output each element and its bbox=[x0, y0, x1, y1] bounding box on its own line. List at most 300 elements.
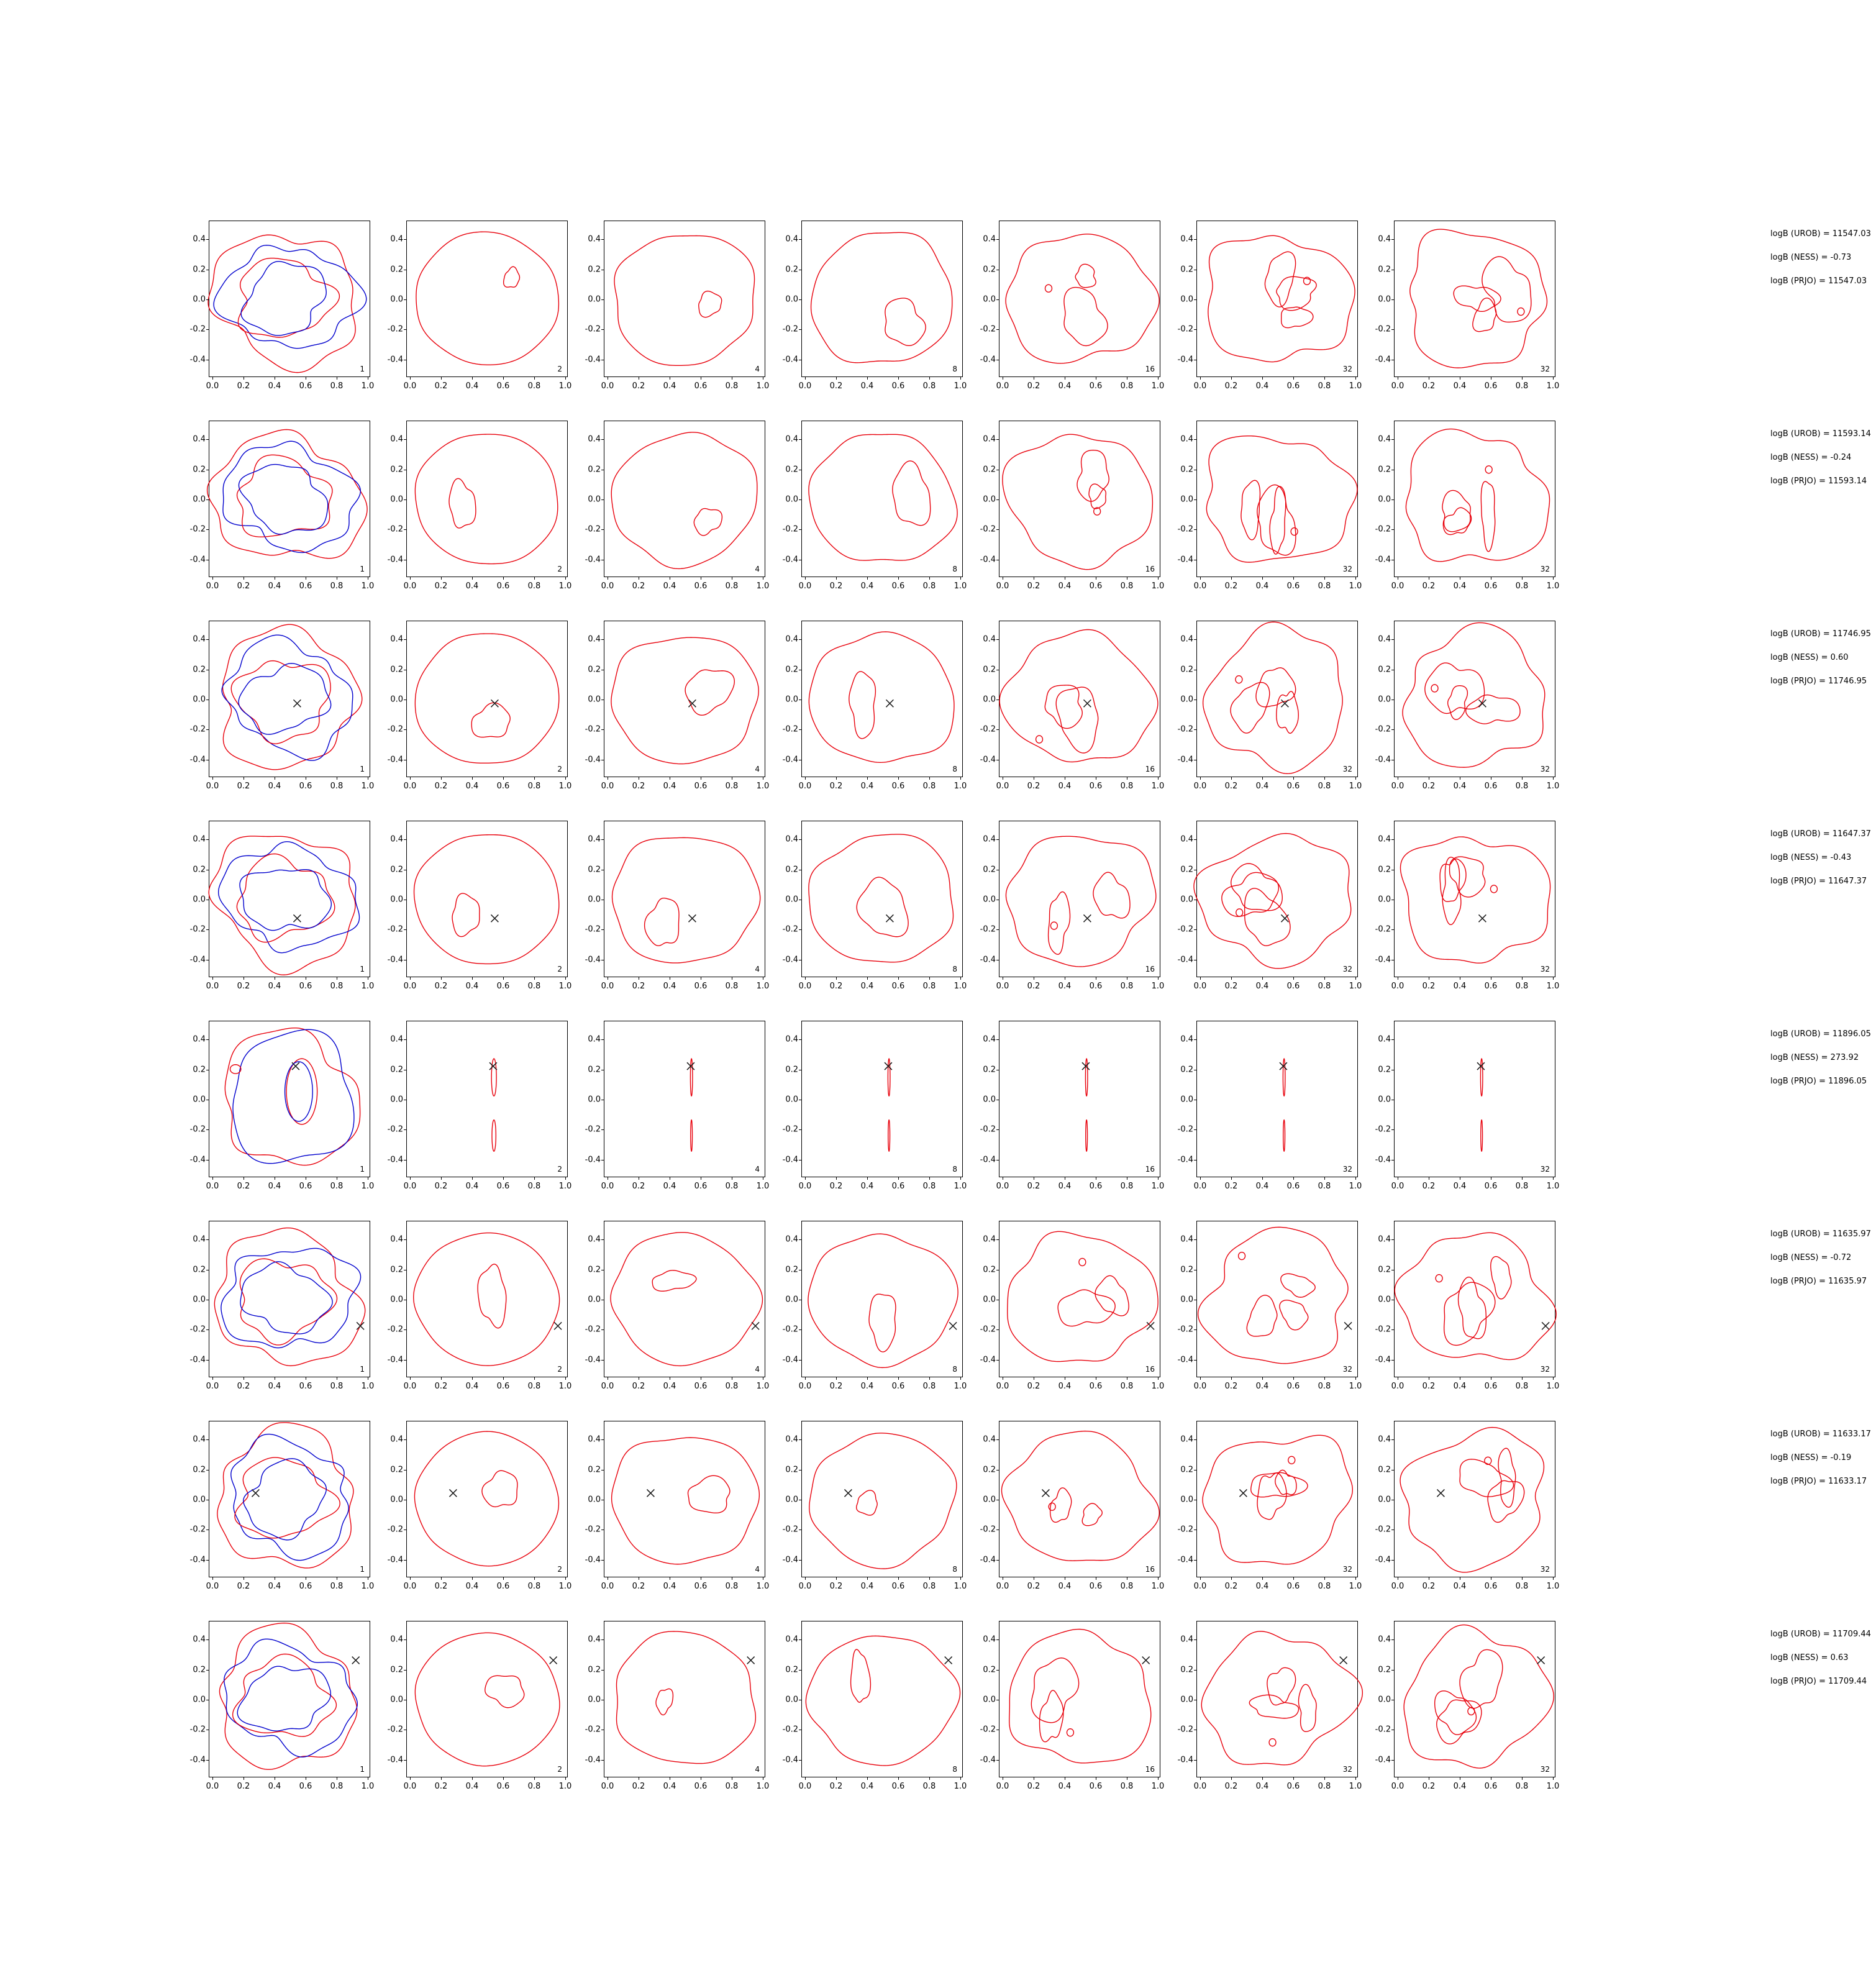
y-tick-label: -0.2 bbox=[1375, 324, 1391, 334]
plot-axes[interactable] bbox=[1375, 421, 1560, 591]
y-tick-mark bbox=[799, 499, 802, 500]
panel-resolution-tag: 16 bbox=[1145, 1565, 1155, 1574]
x-tick-label: 0.6 bbox=[1484, 581, 1498, 591]
x-tick-mark bbox=[836, 577, 837, 580]
x-tick-mark bbox=[805, 1377, 806, 1380]
x-tick-label: 0.8 bbox=[1120, 982, 1134, 991]
x-tick-label: 0.0 bbox=[996, 1782, 1009, 1791]
y-tick-label: -0.4 bbox=[387, 1755, 403, 1765]
y-tick-label: -0.2 bbox=[189, 1725, 206, 1735]
y-tick-mark bbox=[404, 929, 407, 930]
contour-estimate bbox=[612, 837, 760, 963]
plot-axes[interactable] bbox=[1177, 221, 1362, 391]
x-tick-label: 0.4 bbox=[663, 1382, 676, 1391]
contour-estimate bbox=[809, 632, 954, 762]
subplot-cell bbox=[180, 421, 378, 595]
plot-axes[interactable] bbox=[980, 1021, 1165, 1191]
contour-estimate bbox=[1485, 466, 1492, 473]
x-tick-mark bbox=[410, 1177, 411, 1180]
x-tick-label: 0.8 bbox=[527, 1782, 541, 1791]
y-tick-mark bbox=[206, 639, 209, 640]
x-tick-label: 1.0 bbox=[1349, 581, 1362, 591]
y-tick-mark bbox=[996, 639, 999, 640]
y-tick-label: -0.4 bbox=[189, 355, 206, 365]
plot-axes[interactable] bbox=[189, 1221, 375, 1391]
y-tick-label: 0.2 bbox=[983, 1065, 996, 1075]
x-tick-mark bbox=[503, 1577, 504, 1580]
x-tick-label: 1.0 bbox=[1349, 782, 1362, 791]
x-tick-mark bbox=[1200, 1177, 1201, 1180]
contour-estimate bbox=[893, 461, 931, 526]
x-tick-mark bbox=[1200, 1577, 1201, 1580]
plot-axes[interactable] bbox=[585, 421, 770, 591]
y-tick-label: -0.2 bbox=[189, 724, 206, 734]
y-tick-label: 0.2 bbox=[390, 265, 403, 275]
subplot-cell bbox=[773, 621, 970, 795]
x-tick-mark bbox=[212, 376, 213, 380]
x-tick-label: 1.0 bbox=[1151, 1582, 1165, 1591]
x-tick-mark bbox=[836, 777, 837, 780]
x-tick-label: 0.0 bbox=[798, 982, 812, 991]
x-tick-label: 0.0 bbox=[206, 1382, 219, 1391]
contour-estimate bbox=[1298, 1684, 1316, 1731]
x-tick-mark bbox=[410, 977, 411, 980]
subplot-cell bbox=[378, 1021, 575, 1195]
x-tick-label: 0.8 bbox=[527, 381, 541, 391]
plot-axes[interactable] bbox=[387, 1621, 572, 1791]
plot-axes[interactable] bbox=[585, 221, 770, 391]
truth-marker-x-icon bbox=[550, 1657, 557, 1664]
plot-axes[interactable] bbox=[189, 821, 375, 991]
y-tick-label: 0.4 bbox=[390, 1034, 403, 1044]
x-tick-mark bbox=[212, 1777, 213, 1780]
x-tick-label: 0.2 bbox=[1422, 381, 1436, 391]
subplot-cell bbox=[180, 1621, 378, 1795]
plot-axes[interactable] bbox=[387, 1221, 572, 1391]
y-tick-label: -0.2 bbox=[585, 1325, 601, 1334]
plot-axes[interactable] bbox=[1375, 621, 1560, 791]
subplot-cell bbox=[970, 1221, 1168, 1395]
x-tick-mark bbox=[805, 777, 806, 780]
x-tick-label: 0.2 bbox=[434, 1182, 448, 1191]
x-tick-mark bbox=[503, 1377, 504, 1380]
y-tick-label: 0.4 bbox=[193, 234, 206, 244]
y-tick-label: 0.4 bbox=[1180, 1034, 1193, 1044]
contour-estimate bbox=[452, 893, 480, 937]
x-tick-label: 0.0 bbox=[996, 1182, 1009, 1191]
x-tick-label: 0.6 bbox=[299, 1182, 312, 1191]
y-tick-mark bbox=[601, 529, 604, 530]
x-tick-label: 0.0 bbox=[1193, 982, 1207, 991]
x-tick-label: 0.2 bbox=[1027, 581, 1040, 591]
y-tick-label: -0.4 bbox=[1375, 755, 1391, 765]
subplot-cell bbox=[773, 1221, 970, 1395]
x-tick-label: 0.2 bbox=[1422, 1582, 1436, 1591]
subplot-cell bbox=[575, 1621, 773, 1795]
panel-resolution-tag: 4 bbox=[755, 765, 760, 773]
plot-axes[interactable] bbox=[387, 621, 572, 791]
x-tick-label: 0.2 bbox=[1224, 1782, 1238, 1791]
x-tick-mark bbox=[867, 977, 868, 980]
x-tick-mark bbox=[1158, 577, 1159, 580]
plot-axes[interactable] bbox=[980, 221, 1165, 391]
x-tick-label: 0.2 bbox=[1027, 1382, 1040, 1391]
plot-axes[interactable] bbox=[980, 1621, 1165, 1791]
x-tick-mark bbox=[1553, 1577, 1554, 1580]
y-tick-label: 0.2 bbox=[193, 1265, 206, 1275]
x-tick-mark bbox=[960, 1777, 961, 1780]
y-tick-mark bbox=[799, 1439, 802, 1440]
x-tick-label: 0.0 bbox=[403, 1782, 417, 1791]
y-tick-label: 0.4 bbox=[588, 834, 601, 844]
x-tick-label: 0.6 bbox=[891, 782, 905, 791]
panel-resolution-tag: 1 bbox=[360, 1365, 365, 1374]
x-tick-label: 0.8 bbox=[725, 1382, 739, 1391]
x-tick-mark bbox=[1355, 1377, 1356, 1380]
y-tick-label: 0.4 bbox=[983, 834, 996, 844]
x-tick-label: 0.0 bbox=[206, 1582, 219, 1591]
y-tick-label: 0.2 bbox=[390, 665, 403, 675]
plot-axes[interactable] bbox=[189, 621, 375, 791]
y-tick-label: -0.4 bbox=[980, 1555, 996, 1565]
y-tick-label: -0.2 bbox=[782, 324, 798, 334]
plot-axes[interactable] bbox=[1177, 1221, 1362, 1391]
y-tick-label: 0.0 bbox=[390, 495, 403, 504]
plot-axes[interactable] bbox=[980, 821, 1165, 991]
x-tick-label: 0.8 bbox=[1318, 1782, 1331, 1791]
x-tick-label: 1.0 bbox=[756, 1582, 770, 1591]
y-tick-mark bbox=[1194, 239, 1197, 240]
x-tick-mark bbox=[534, 577, 535, 580]
contour-estimate bbox=[415, 434, 557, 563]
plot-axes[interactable] bbox=[585, 1421, 770, 1591]
subplot-cell bbox=[1365, 1421, 1563, 1595]
y-tick-mark bbox=[206, 1129, 209, 1130]
y-tick-label: 0.2 bbox=[1180, 1465, 1193, 1475]
x-tick-mark bbox=[867, 1177, 868, 1180]
x-tick-label: 0.0 bbox=[601, 1382, 614, 1391]
contour-estimate bbox=[1404, 1625, 1554, 1768]
row-annotation: logB (PRJO) = 11746.95 bbox=[1770, 677, 1867, 686]
x-tick-label: 0.2 bbox=[237, 381, 250, 391]
x-tick-mark bbox=[1293, 977, 1294, 980]
y-tick-label: 0.4 bbox=[193, 834, 206, 844]
x-tick-label: 0.8 bbox=[1318, 1182, 1331, 1191]
subplot-cell bbox=[1365, 821, 1563, 995]
subplot-cell bbox=[1365, 621, 1563, 795]
x-tick-label: 0.4 bbox=[663, 982, 676, 991]
x-tick-mark bbox=[410, 376, 411, 380]
x-tick-label: 0.8 bbox=[725, 782, 739, 791]
x-tick-mark bbox=[1355, 1577, 1356, 1580]
y-tick-label: -0.4 bbox=[585, 1555, 601, 1565]
plot-axes[interactable] bbox=[189, 1021, 375, 1191]
x-tick-label: 0.0 bbox=[798, 1382, 812, 1391]
x-tick-label: 0.0 bbox=[601, 982, 614, 991]
contour-estimate bbox=[1201, 1631, 1362, 1765]
x-tick-mark bbox=[805, 376, 806, 380]
x-tick-mark bbox=[212, 777, 213, 780]
plot-axes[interactable] bbox=[1375, 1421, 1560, 1591]
plot-axes[interactable] bbox=[189, 221, 375, 391]
x-tick-label: 1.0 bbox=[954, 1382, 967, 1391]
x-tick-mark bbox=[1553, 1377, 1554, 1380]
subplot-cell bbox=[970, 221, 1168, 394]
plot-axes[interactable] bbox=[585, 821, 770, 991]
y-tick-label: 0.2 bbox=[588, 1665, 601, 1675]
row-annotation: logB (NESS) = -0.73 bbox=[1770, 253, 1852, 262]
plot-axes[interactable] bbox=[1177, 421, 1362, 591]
y-tick-label: 0.4 bbox=[785, 1635, 798, 1644]
contour-estimate bbox=[1257, 485, 1296, 555]
plot-axes[interactable] bbox=[1177, 621, 1362, 791]
y-tick-label: 0.2 bbox=[785, 265, 798, 275]
plot-axes[interactable] bbox=[980, 421, 1165, 591]
subplot-cell bbox=[575, 421, 773, 595]
contour-reference bbox=[239, 663, 331, 734]
plot-axes[interactable] bbox=[782, 221, 967, 391]
x-tick-label: 0.4 bbox=[465, 381, 479, 391]
panel-resolution-tag: 2 bbox=[557, 565, 562, 573]
panel-resolution-tag: 2 bbox=[557, 1165, 562, 1174]
x-tick-mark bbox=[1522, 1177, 1523, 1180]
plot-axes[interactable] bbox=[782, 821, 967, 991]
y-tick-label: -0.2 bbox=[1375, 924, 1391, 934]
contour-estimate bbox=[1001, 1431, 1159, 1561]
contour-estimate bbox=[1280, 1300, 1308, 1330]
x-tick-label: 0.6 bbox=[496, 381, 510, 391]
plot-axes[interactable] bbox=[980, 621, 1165, 791]
plot-axes[interactable] bbox=[189, 421, 375, 591]
y-tick-mark bbox=[206, 1670, 209, 1671]
y-tick-label: -0.2 bbox=[980, 1124, 996, 1134]
plot-axes[interactable] bbox=[585, 1021, 770, 1191]
x-tick-label: 0.8 bbox=[1515, 581, 1529, 591]
plot-axes[interactable] bbox=[189, 1621, 375, 1791]
x-tick-mark bbox=[212, 1377, 213, 1380]
x-tick-mark bbox=[898, 1177, 899, 1180]
y-tick-mark bbox=[799, 299, 802, 300]
contour-estimate bbox=[1031, 1658, 1078, 1723]
truth-marker-x-icon bbox=[352, 1657, 360, 1664]
plot-axes[interactable] bbox=[1375, 1621, 1560, 1791]
y-tick-label: -0.4 bbox=[585, 555, 601, 565]
x-tick-mark bbox=[1200, 1777, 1201, 1780]
y-tick-label: 0.4 bbox=[983, 1234, 996, 1244]
x-tick-label: 0.2 bbox=[237, 782, 250, 791]
subplot-cell bbox=[1168, 821, 1365, 995]
x-tick-mark bbox=[929, 1577, 930, 1580]
contour-estimate bbox=[811, 232, 952, 363]
plot-axes[interactable] bbox=[1177, 1621, 1362, 1791]
contour-estimate bbox=[1203, 622, 1343, 773]
y-tick-label: 0.4 bbox=[1378, 1034, 1391, 1044]
y-tick-label: 0.0 bbox=[983, 1095, 996, 1105]
plot-axes[interactable] bbox=[1177, 1021, 1362, 1191]
x-tick-label: 0.6 bbox=[891, 1782, 905, 1791]
y-tick-mark bbox=[206, 1639, 209, 1640]
y-tick-mark bbox=[1194, 729, 1197, 730]
x-tick-label: 1.0 bbox=[1151, 1182, 1165, 1191]
y-tick-mark bbox=[799, 1129, 802, 1130]
row-annotation: logB (NESS) = -0.43 bbox=[1770, 853, 1852, 862]
y-tick-label: 0.0 bbox=[1180, 1295, 1193, 1305]
contour-reference bbox=[239, 465, 327, 534]
plot-axes[interactable] bbox=[387, 1421, 572, 1591]
contour-estimate bbox=[208, 235, 355, 372]
x-tick-label: 0.2 bbox=[1224, 982, 1238, 991]
y-tick-mark bbox=[799, 439, 802, 440]
y-tick-label: -0.4 bbox=[189, 1555, 206, 1565]
plot-axes[interactable] bbox=[782, 1021, 967, 1191]
y-tick-mark bbox=[1391, 1439, 1395, 1440]
plot-axes[interactable] bbox=[387, 421, 572, 591]
y-tick-label: 0.0 bbox=[785, 695, 798, 704]
x-tick-label: 1.0 bbox=[558, 381, 572, 391]
panel-resolution-tag: 16 bbox=[1145, 365, 1155, 373]
contour-estimate bbox=[1249, 1695, 1298, 1718]
y-tick-mark bbox=[206, 499, 209, 500]
plot-axes[interactable] bbox=[1375, 221, 1560, 391]
x-tick-mark bbox=[472, 777, 473, 780]
plot-axes[interactable] bbox=[1177, 1421, 1362, 1591]
y-tick-label: 0.2 bbox=[390, 1465, 403, 1475]
x-tick-label: 0.6 bbox=[299, 381, 312, 391]
x-tick-label: 0.6 bbox=[1484, 1782, 1498, 1791]
x-tick-label: 0.4 bbox=[1255, 1382, 1269, 1391]
y-tick-label: 0.4 bbox=[1378, 234, 1391, 244]
y-tick-label: -0.2 bbox=[782, 1525, 798, 1534]
contour-estimate bbox=[1247, 1295, 1277, 1336]
y-tick-mark bbox=[1194, 329, 1197, 330]
x-tick-label: 0.2 bbox=[1422, 982, 1436, 991]
x-tick-label: 0.6 bbox=[1286, 782, 1300, 791]
x-tick-label: 0.2 bbox=[434, 381, 448, 391]
x-tick-label: 0.0 bbox=[798, 782, 812, 791]
y-tick-label: 0.2 bbox=[983, 465, 996, 475]
subplot-cell bbox=[773, 1421, 970, 1595]
truth-marker-x-icon bbox=[554, 1322, 562, 1329]
y-tick-label: -0.2 bbox=[585, 724, 601, 734]
y-tick-label: 0.2 bbox=[1378, 265, 1391, 275]
plot-axes[interactable] bbox=[585, 1221, 770, 1391]
x-tick-mark bbox=[472, 1177, 473, 1180]
plot-axes[interactable] bbox=[1375, 821, 1560, 991]
plot-axes[interactable] bbox=[782, 1221, 967, 1391]
x-tick-label: 0.0 bbox=[1391, 782, 1404, 791]
panel-resolution-tag: 4 bbox=[755, 1565, 760, 1574]
plot-axes[interactable] bbox=[980, 1221, 1165, 1391]
x-tick-mark bbox=[1262, 1777, 1263, 1780]
plot-axes[interactable] bbox=[387, 1021, 572, 1191]
subplot-cell bbox=[180, 821, 378, 995]
y-tick-mark bbox=[404, 1239, 407, 1240]
x-tick-mark bbox=[1355, 1777, 1356, 1780]
y-tick-mark bbox=[601, 1239, 604, 1240]
x-tick-label: 0.6 bbox=[299, 782, 312, 791]
x-tick-label: 0.8 bbox=[1120, 381, 1134, 391]
x-tick-label: 0.6 bbox=[891, 982, 905, 991]
x-tick-label: 0.0 bbox=[206, 581, 219, 591]
x-tick-label: 0.4 bbox=[465, 1382, 479, 1391]
y-tick-label: 0.0 bbox=[588, 1095, 601, 1105]
x-tick-label: 0.2 bbox=[632, 1582, 645, 1591]
plot-axes[interactable] bbox=[1177, 821, 1362, 991]
subplot-cell bbox=[180, 621, 378, 795]
x-tick-label: 1.0 bbox=[954, 381, 967, 391]
truth-marker-x-icon bbox=[293, 914, 301, 922]
y-tick-mark bbox=[996, 439, 999, 440]
x-tick-label: 0.4 bbox=[1255, 581, 1269, 591]
subplot-cell bbox=[378, 621, 575, 795]
y-tick-label: -0.4 bbox=[1177, 1755, 1193, 1765]
contour-estimate bbox=[611, 432, 757, 569]
plot-axes[interactable] bbox=[980, 1421, 1165, 1591]
plot-axes[interactable] bbox=[189, 1421, 375, 1591]
panel-resolution-tag: 8 bbox=[952, 1565, 957, 1574]
x-tick-mark bbox=[534, 1777, 535, 1780]
plot-axes[interactable] bbox=[782, 1621, 967, 1791]
contour-estimate bbox=[1468, 1707, 1475, 1715]
y-tick-label: -0.2 bbox=[585, 1725, 601, 1735]
x-tick-label: 0.6 bbox=[299, 1382, 312, 1391]
panel-resolution-tag: 16 bbox=[1145, 965, 1155, 973]
y-tick-mark bbox=[1391, 1670, 1395, 1671]
x-tick-label: 0.4 bbox=[1255, 982, 1269, 991]
x-tick-label: 0.2 bbox=[237, 1182, 250, 1191]
x-tick-label: 0.2 bbox=[1027, 1182, 1040, 1191]
panel-resolution-tag: 1 bbox=[360, 965, 365, 973]
x-tick-label: 0.0 bbox=[996, 1382, 1009, 1391]
x-tick-label: 1.0 bbox=[1546, 381, 1560, 391]
y-tick-label: 0.2 bbox=[785, 1665, 798, 1675]
subplot-cell bbox=[575, 1021, 773, 1195]
plot-axes[interactable] bbox=[782, 1421, 967, 1591]
y-tick-mark bbox=[404, 839, 407, 840]
y-tick-label: -0.2 bbox=[1375, 1124, 1391, 1134]
plot-axes[interactable] bbox=[782, 621, 967, 791]
plot-axes[interactable] bbox=[585, 1621, 770, 1791]
y-tick-mark bbox=[996, 239, 999, 240]
y-tick-label: 0.0 bbox=[785, 895, 798, 905]
x-tick-mark bbox=[503, 577, 504, 580]
x-tick-mark bbox=[441, 1577, 442, 1580]
truth-marker-x-icon bbox=[449, 1489, 457, 1497]
x-tick-label: 0.4 bbox=[465, 1182, 479, 1191]
x-tick-label: 0.4 bbox=[663, 581, 676, 591]
x-tick-label: 0.8 bbox=[922, 1582, 936, 1591]
y-tick-label: -0.2 bbox=[980, 324, 996, 334]
y-tick-mark bbox=[1391, 499, 1395, 500]
y-tick-label: 0.0 bbox=[1180, 294, 1193, 304]
y-tick-mark bbox=[1194, 499, 1197, 500]
x-tick-label: 0.8 bbox=[1318, 1382, 1331, 1391]
subplot-cell bbox=[1365, 1221, 1563, 1395]
y-tick-mark bbox=[404, 529, 407, 530]
x-tick-label: 0.2 bbox=[1422, 581, 1436, 591]
plot-axes[interactable] bbox=[1375, 1021, 1560, 1191]
contour-estimate bbox=[492, 1120, 496, 1151]
x-tick-label: 0.6 bbox=[1089, 782, 1103, 791]
plot-axes[interactable] bbox=[782, 421, 967, 591]
y-tick-label: 0.4 bbox=[983, 634, 996, 644]
plot-axes[interactable] bbox=[387, 221, 572, 391]
plot-axes[interactable] bbox=[1375, 1221, 1560, 1391]
plot-axes[interactable] bbox=[585, 621, 770, 791]
row-annotation: logB (UROB) = 11746.95 bbox=[1770, 629, 1871, 639]
plot-axes[interactable] bbox=[387, 821, 572, 991]
x-tick-label: 0.4 bbox=[1255, 381, 1269, 391]
